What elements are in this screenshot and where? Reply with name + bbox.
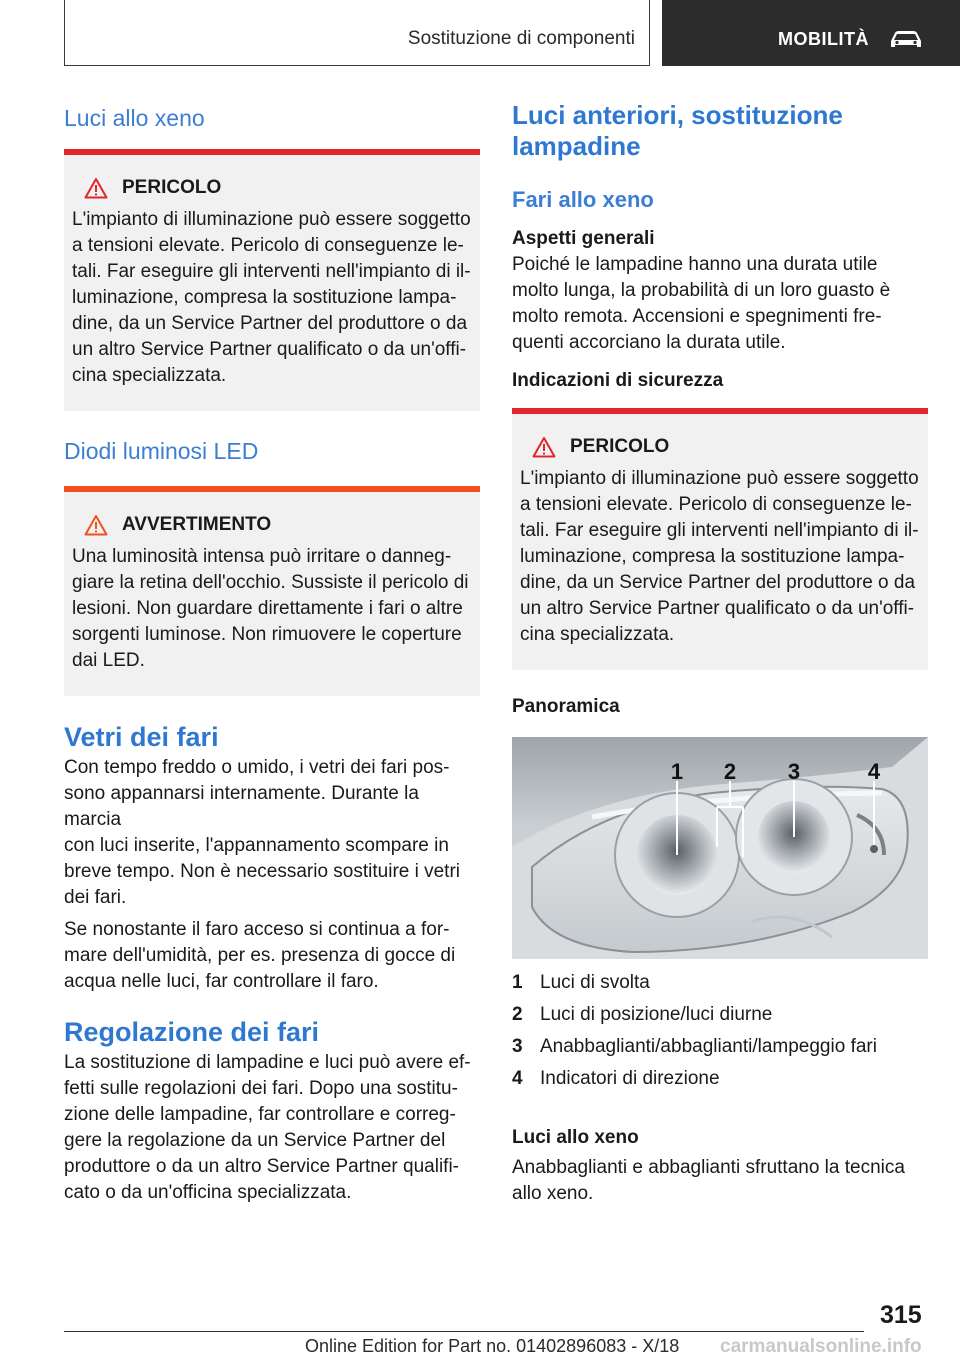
text-line: Se nonostante il faro acceso si continua a for- bbox=[64, 919, 450, 940]
warning-box-led bbox=[64, 486, 480, 696]
text-line: acqua nelle luci, far controllare il faro. bbox=[64, 971, 379, 992]
text-line: L'impianto di illuminazione può essere soggetto bbox=[520, 468, 919, 489]
image-label-4: 4 bbox=[867, 759, 881, 784]
title-line: Luci anteriori, sostituzione bbox=[512, 100, 843, 130]
text-line: quenti accorciano la durata utile. bbox=[512, 332, 786, 353]
legend-number: 1 bbox=[512, 972, 523, 993]
text-line: zione delle lampadine, far controllare e correg- bbox=[64, 1104, 456, 1125]
footer-divider bbox=[64, 1331, 864, 1332]
legend-number: 2 bbox=[512, 1004, 523, 1025]
warning-label: AVVERTIMENTO bbox=[122, 514, 272, 535]
danger-text bbox=[520, 466, 922, 648]
text-line: Poiché le lampadine hanno una durata utile bbox=[512, 254, 878, 275]
text-line: molto remota. Accensioni e spegnimenti fre- bbox=[512, 306, 882, 327]
text-line: cato o da un'officina specializzata. bbox=[64, 1182, 352, 1203]
headlight-image bbox=[512, 737, 928, 959]
text-line: cina specializzata. bbox=[520, 624, 675, 645]
paragraph-generali bbox=[512, 252, 928, 356]
text-line: tali. Far eseguire gli interventi nell'impianto di il- bbox=[72, 261, 471, 282]
paragraph-vetri-1 bbox=[64, 755, 480, 911]
danger-label: PERICOLO bbox=[122, 177, 222, 198]
text-line: dine, da un Service Partner del produttore o da bbox=[72, 313, 468, 334]
text-line: dine, da un Service Partner del produttore o da bbox=[520, 572, 916, 593]
heading-luci-xeno: Luci allo xeno bbox=[512, 1127, 639, 1148]
legend-text: Luci di posizione/luci diurne bbox=[540, 1004, 773, 1025]
legend-text: Indicatori di direzione bbox=[540, 1068, 720, 1089]
header-section-box bbox=[64, 0, 650, 66]
car-icon bbox=[888, 28, 924, 50]
title-line: lampadine bbox=[512, 131, 641, 161]
right-column bbox=[512, 100, 928, 1207]
text-line: breve tempo. Non è necessario sostituire i vetri bbox=[64, 861, 461, 882]
text-line: sorgenti luminose. Non rimuovere le coperture bbox=[72, 624, 462, 645]
heading-sicurezza: Indicazioni di sicurezza bbox=[512, 370, 724, 391]
warning-text bbox=[72, 544, 474, 674]
image-label-1: 1 bbox=[670, 759, 684, 784]
text-line: con luci inserite, l'appannamento scompare in bbox=[64, 835, 449, 856]
text-line: tali. Far eseguire gli interventi nell'impianto di il- bbox=[520, 520, 919, 541]
text-line: allo xeno. bbox=[512, 1183, 594, 1204]
text-line: dei fari. bbox=[64, 887, 127, 908]
page-header bbox=[0, 0, 960, 66]
text-line: La sostituzione di lampadine e luci può avere ef- bbox=[64, 1052, 471, 1073]
watermark-text: carmanualsonline.info bbox=[720, 1336, 922, 1357]
warning-triangle-icon bbox=[84, 514, 108, 536]
danger-text bbox=[72, 207, 474, 389]
text-line: a tensioni elevate. Pericolo di conseguenze le- bbox=[72, 235, 464, 256]
warning-heading bbox=[84, 512, 474, 538]
section-title-vetri: Vetri dei fari bbox=[64, 722, 219, 752]
header-section-title: Sostituzione di componenti bbox=[407, 28, 635, 49]
warning-triangle-icon bbox=[532, 436, 556, 458]
text-line: luminazione, compresa la sostituzione lampa- bbox=[72, 287, 457, 308]
image-label-3: 3 bbox=[787, 759, 801, 784]
legend-item bbox=[512, 999, 928, 1031]
section-title-regolazione: Regolazione dei fari bbox=[64, 1017, 320, 1047]
legend-item bbox=[512, 967, 928, 999]
header-chapter-box bbox=[662, 0, 960, 66]
text-line: a tensioni elevate. Pericolo di conseguenze le- bbox=[520, 494, 912, 515]
legend-text: Luci di svolta bbox=[540, 972, 650, 993]
text-line: cina specializzata. bbox=[72, 365, 227, 386]
legend-number: 4 bbox=[512, 1068, 523, 1089]
text-line: L'impianto di illuminazione può essere soggetto bbox=[72, 209, 471, 230]
legend-number: 3 bbox=[512, 1036, 523, 1057]
legend-item bbox=[512, 1063, 928, 1095]
danger-label: PERICOLO bbox=[570, 436, 670, 457]
text-line: lesioni. Non guardare direttamente i fari o altre bbox=[72, 598, 463, 619]
text-line: mare dell'umidità, per es. presenza di gocce di bbox=[64, 945, 456, 966]
text-line: Anabbaglianti e abbaglianti sfruttano la tecnica bbox=[512, 1157, 905, 1178]
image-label-2: 2 bbox=[723, 759, 737, 784]
header-chapter-title: MOBILITÀ bbox=[778, 29, 869, 49]
subsection-title-fari-xeno: Fari allo xeno bbox=[512, 187, 654, 212]
legend-list bbox=[512, 967, 928, 1095]
text-line: fetti sulle regolazioni dei fari. Dopo una sostitu- bbox=[64, 1078, 458, 1099]
danger-heading bbox=[532, 434, 922, 460]
legend-item bbox=[512, 1031, 928, 1063]
text-line: giare la retina dell'occhio. Sussiste il pericolo di bbox=[72, 572, 469, 593]
heading-aspetti-generali: Aspetti generali bbox=[512, 228, 655, 249]
section-title-led: Diodi luminosi LED bbox=[64, 438, 259, 464]
text-line: luminazione, compresa la sostituzione lampa- bbox=[520, 546, 905, 567]
text-line: dai LED. bbox=[72, 650, 145, 671]
text-line: Con tempo freddo o umido, i vetri dei fari pos- bbox=[64, 757, 450, 778]
text-line: un altro Service Partner qualificato o da un'offi- bbox=[72, 339, 467, 360]
paragraph-regolazione bbox=[64, 1050, 480, 1206]
headlight-illustration bbox=[512, 737, 928, 959]
page-number: 315 bbox=[880, 1301, 922, 1329]
danger-box-sicurezza bbox=[512, 408, 928, 670]
text-line: molto lunga, la probabilità di un loro guasto è bbox=[512, 280, 891, 301]
main-title bbox=[512, 100, 928, 162]
left-column bbox=[64, 100, 480, 1206]
paragraph-vetri-2 bbox=[64, 917, 480, 995]
paragraph-luci-xeno bbox=[512, 1155, 928, 1207]
warning-triangle-icon bbox=[84, 177, 108, 199]
footer-edition: Online Edition for Part no. 01402896083 - X/18 bbox=[305, 1336, 680, 1356]
text-line: gere la regolazione da un Service Partner del bbox=[64, 1130, 446, 1151]
section-title-xeno: Luci allo xeno bbox=[64, 105, 205, 131]
danger-heading bbox=[84, 175, 474, 201]
heading-panoramica: Panoramica bbox=[512, 696, 620, 717]
text-line: sono appannarsi internamente. Durante la marcia bbox=[64, 783, 419, 830]
text-line: un altro Service Partner qualificato o da un'offi- bbox=[520, 598, 915, 619]
text-line: Una luminosità intensa può irritare o danneg- bbox=[72, 546, 452, 567]
text-line: produttore o da un altro Service Partner qualifi- bbox=[64, 1156, 459, 1177]
danger-box-xeno bbox=[64, 149, 480, 411]
legend-text: Anabbaglianti/abbaglianti/lampeggio fari bbox=[540, 1036, 877, 1057]
